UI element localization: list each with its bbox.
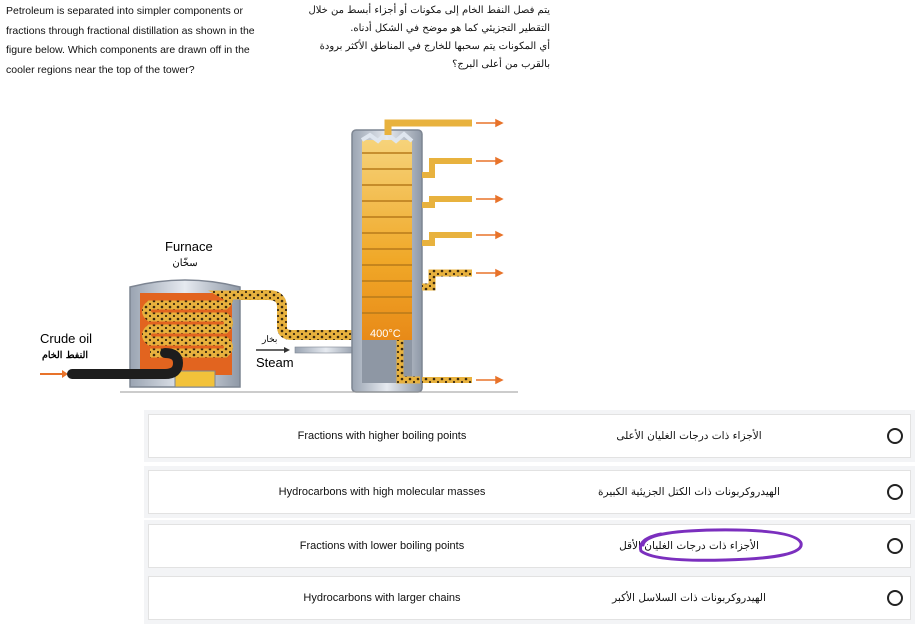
answer-option-3[interactable] (148, 524, 911, 568)
temperature-label: 400°C (370, 328, 401, 340)
option-label-en: Fractions with lower boiling points (299, 540, 465, 552)
steam-pipe (295, 347, 357, 353)
radio-button[interactable] (887, 484, 903, 500)
radio-button[interactable] (887, 538, 903, 554)
question-en-line: figure below. Which components are drawn off in the (6, 44, 250, 56)
drawoff-5 (422, 273, 472, 287)
radio-button[interactable] (887, 428, 903, 444)
drawoff-4 (422, 235, 472, 243)
option-label-en: Fractions with higher boiling points (297, 430, 467, 442)
question-arabic (300, 2, 550, 74)
option-label-ar: الأجزاء ذات درجات الغليان الأعلى (616, 430, 762, 442)
output-arrows (476, 120, 502, 383)
transfer-pipe (240, 295, 358, 335)
answer-option-4[interactable] (148, 576, 911, 620)
question-ar-line: التقطير التجزيئي كما هو موضح في الشكل أدناه. (350, 23, 550, 34)
question-en-line: fractions through fractional distillation as shown in the (6, 24, 255, 37)
question-ar-line: أي المكونات يتم سحبها للخارج في المناطق الأكثر برودة (319, 41, 550, 52)
option-label-en: Hydrocarbons with larger chains (303, 592, 461, 604)
option-label-ar: الأجزاء ذات درجات الغليان الأقل (619, 540, 759, 552)
fractional-distillation-diagram (0, 95, 560, 405)
furnace-label: Furnace (165, 239, 213, 254)
question-ar-line: بالقرب من أعلى البرج؟ (452, 59, 550, 70)
question-ar-line: يتم فصل النفط الخام إلى مكونات أو أجزاء أبسط من خلال (308, 5, 550, 16)
answer-option-1[interactable] (148, 414, 911, 458)
crude-oil-label-ar: النفط الخام (42, 350, 88, 361)
option-label-ar: الهيدروكربونات ذات الكتل الجزيئية الكبيرة (598, 486, 780, 498)
question-en-line: cooler regions near the top of the tower? (6, 63, 195, 76)
distillation-tower (352, 130, 422, 392)
radio-button[interactable] (887, 590, 903, 606)
option-label-ar: الهيدروكربونات ذات السلاسل الأكبر (612, 592, 766, 604)
answer-option-2[interactable] (148, 470, 911, 514)
furnace-label-ar: سخّان (172, 258, 198, 269)
option-label-en: Hydrocarbons with high molecular masses (278, 486, 486, 498)
question-english (6, 2, 276, 80)
drawoff-2 (422, 161, 472, 175)
steam-label-ar: بخار (262, 335, 278, 345)
drawoff-3 (422, 199, 472, 205)
steam-label: Steam (256, 355, 294, 370)
question-en-line: Petroleum is separated into simpler components or (6, 5, 243, 17)
crude-oil-label: Crude oil (40, 331, 93, 346)
